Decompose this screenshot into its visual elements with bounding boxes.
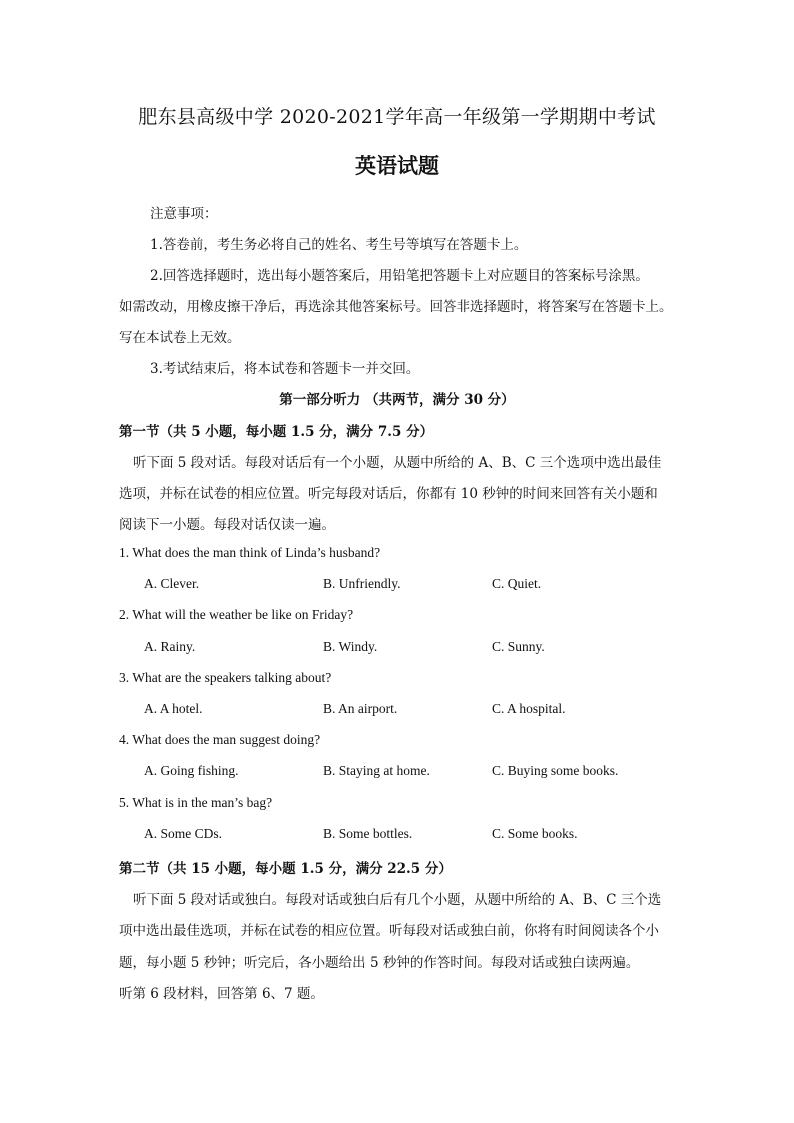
section-2-instruction-line-2: 项中选出最佳选项，并标在试卷的相应位置。听每段对话或独白前，你将有时间阅读各个小 [119, 923, 659, 939]
notice-item-3: 3.考试结束后，将本试卷和答题卡一并交回。 [150, 361, 420, 377]
notice-item-2-line-2: 如需改动，用橡皮擦干净后，再选涂其他答案标号。回答非选择题时，将答案写在答题卡上。 [119, 299, 673, 315]
question-1-option-c: C. Quiet. [492, 576, 542, 591]
question-1: 1. What does the man think of Linda’s husband? [119, 545, 381, 560]
question-2: 2. What will the weather be like on Friday? [119, 607, 354, 622]
question-5-option-b: B. Some bottles. [323, 826, 413, 841]
notice-item-2-line-1: 2.回答选择题时，选出每小题答案后，用铅笔把答题卡上对应题目的答案标号涂黑。 [150, 268, 649, 284]
question-1-option-a: A. Clever. [144, 576, 200, 591]
question-4-option-b: B. Staying at home. [323, 763, 430, 778]
question-1-option-b: B. Unfriendly. [323, 576, 401, 591]
question-2-option-b: B. Windy. [323, 639, 378, 654]
section-1-instruction-line-3: 阅读下一小题。每段对话仅读一遍。 [119, 517, 335, 533]
question-2-option-c: C. Sunny. [492, 639, 545, 654]
question-4-option-a: A. Going fishing. [144, 763, 239, 778]
section-1-heading: 第一节（共 5 小题，每小题 1.5 分，满分 7.5 分） [119, 424, 434, 440]
exam-subject-title: 英语试题 [355, 153, 439, 178]
question-3-option-c: C. A hospital. [492, 701, 566, 716]
question-3: 3. What are the speakers talking about? [119, 670, 332, 685]
question-3-option-a: A. A hotel. [144, 701, 203, 716]
section-2-instruction-line-4: 听第 6 段材料，回答第 6、7 题。 [119, 986, 324, 1002]
question-5-option-a: A. Some CDs. [144, 826, 223, 841]
question-3-option-b: B. An airport. [323, 701, 398, 716]
notice-item-1: 1.答卷前，考生务必将自己的姓名、考生号等填写在答题卡上。 [150, 237, 528, 253]
question-5-option-c: C. Some books. [492, 826, 578, 841]
section-1-instruction-line-1: 听下面 5 段对话。每段对话后有一个小题，从题中所给的 A、B、C 三个选项中选出最佳 [133, 455, 662, 471]
question-4-option-c: C. Buying some books. [492, 763, 619, 778]
notice-heading: 注意事项： [150, 206, 218, 222]
question-2-option-a: A. Rainy. [144, 639, 196, 654]
section-2-heading: 第二节（共 15 小题，每小题 1.5 分，满分 22.5 分） [119, 861, 452, 877]
section-2-instruction-line-1: 听下面 5 段对话或独白。每段对话或独白后有几个小题，从题中所给的 A、B、C 三个选 [133, 892, 662, 908]
section-2-instruction-line-3: 题，每小题 5 秒钟；听完后，各小题给出 5 秒钟的作答时间。每段对话或独白读两遍。 [119, 955, 640, 971]
part-1-heading: 第一部分听力 （共两节，满分 30 分） [279, 392, 515, 408]
section-1-instruction-line-2: 选项，并标在试卷的相应位置。听完每段对话后，你都有 10 秒钟的时间来回答有关小题和 [119, 486, 658, 502]
exam-title: 肥东县高级中学 2020-2021学年高一年级第一学期期中考试 [138, 106, 656, 128]
notice-item-2-line-3: 写在本试卷上无效。 [119, 330, 241, 346]
question-4: 4. What does the man suggest doing? [119, 732, 321, 747]
question-5: 5. What is in the man’s bag? [119, 795, 273, 810]
